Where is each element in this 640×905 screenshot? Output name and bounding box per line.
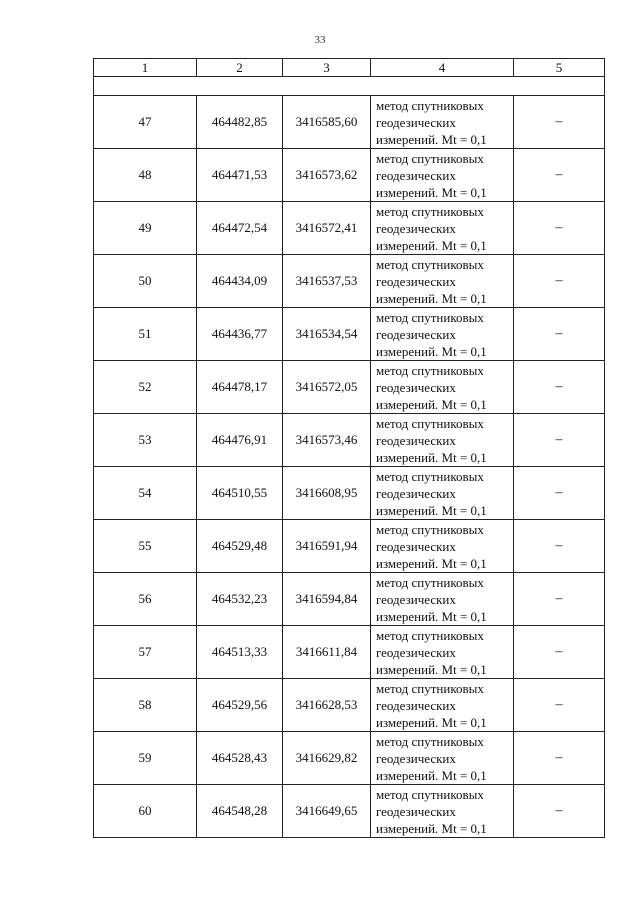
note-cell: – [514, 467, 605, 520]
x-coordinate-cell: 464513,33 [197, 626, 283, 679]
method-line: метод спутниковых [376, 415, 484, 431]
x-coordinate-cell: 464548,28 [197, 785, 283, 838]
x-coordinate-cell: 464478,17 [197, 361, 283, 414]
x-coordinate-cell: 464529,48 [197, 520, 283, 573]
method-line: метод спутниковых [376, 627, 484, 643]
method-line: измерений. Mt = 0,1 [376, 131, 487, 147]
x-coordinate-cell: 464529,56 [197, 679, 283, 732]
method-line: измерений. Mt = 0,1 [376, 290, 487, 306]
y-coordinate-cell: 3416629,82 [283, 732, 371, 785]
point-number-cell: 60 [94, 785, 197, 838]
table-spacer-row [94, 77, 605, 96]
table-row [94, 255, 605, 308]
y-coordinate-cell: 3416594,84 [283, 573, 371, 626]
method-cell [371, 732, 514, 785]
table-row [94, 679, 605, 732]
method-line: измерений. Mt = 0,1 [376, 661, 487, 677]
method-cell [371, 626, 514, 679]
note-cell: – [514, 573, 605, 626]
table-row [94, 308, 605, 361]
y-coordinate-cell: 3416591,94 [283, 520, 371, 573]
note-cell: – [514, 96, 605, 149]
point-number-cell: 59 [94, 732, 197, 785]
point-number-cell: 58 [94, 679, 197, 732]
method-line: геодезических [376, 167, 456, 183]
method-cell [371, 149, 514, 202]
point-number-cell: 52 [94, 361, 197, 414]
y-coordinate-cell: 3416572,41 [283, 202, 371, 255]
method-line: измерений. Mt = 0,1 [376, 449, 487, 465]
point-number-cell: 49 [94, 202, 197, 255]
method-line: геодезических [376, 114, 456, 130]
method-line: метод спутниковых [376, 150, 484, 166]
method-cell [371, 785, 514, 838]
page-number: 33 [314, 34, 326, 46]
table-body [94, 77, 605, 838]
method-cell [371, 308, 514, 361]
method-line: измерений. Mt = 0,1 [376, 184, 487, 200]
x-coordinate-cell: 464471,53 [197, 149, 283, 202]
table-row [94, 414, 605, 467]
method-line: метод спутниковых [376, 362, 484, 378]
table-row [94, 96, 605, 149]
spacer-cell [94, 77, 605, 96]
method-cell [371, 414, 514, 467]
method-cell [371, 573, 514, 626]
method-line: геодезических [376, 697, 456, 713]
note-cell: – [514, 308, 605, 361]
table-row [94, 732, 605, 785]
header-col-1: 1 [94, 59, 197, 77]
y-coordinate-cell: 3416611,84 [283, 626, 371, 679]
y-coordinate-cell: 3416628,53 [283, 679, 371, 732]
method-line: измерений. Mt = 0,1 [376, 396, 487, 412]
note-cell: – [514, 732, 605, 785]
x-coordinate-cell: 464434,09 [197, 255, 283, 308]
point-number-cell: 55 [94, 520, 197, 573]
header-col-2: 2 [197, 59, 283, 77]
method-line: геодезических [376, 750, 456, 766]
method-cell [371, 255, 514, 308]
y-coordinate-cell: 3416573,46 [283, 414, 371, 467]
method-cell [371, 679, 514, 732]
table-row [94, 573, 605, 626]
header-col-5: 5 [514, 59, 605, 77]
x-coordinate-cell: 464472,54 [197, 202, 283, 255]
header-col-3: 3 [283, 59, 371, 77]
method-line: геодезических [376, 379, 456, 395]
x-coordinate-cell: 464436,77 [197, 308, 283, 361]
point-number-cell: 56 [94, 573, 197, 626]
table-header-row [94, 59, 605, 77]
method-line: геодезических [376, 220, 456, 236]
note-cell: – [514, 255, 605, 308]
y-coordinate-cell: 3416649,65 [283, 785, 371, 838]
y-coordinate-cell: 3416534,54 [283, 308, 371, 361]
table-row [94, 361, 605, 414]
method-line: геодезических [376, 803, 456, 819]
point-number-cell: 47 [94, 96, 197, 149]
method-line: метод спутниковых [376, 256, 484, 272]
method-line: метод спутниковых [376, 786, 484, 802]
method-line: измерений. Mt = 0,1 [376, 555, 487, 571]
method-line: метод спутниковых [376, 733, 484, 749]
table-row [94, 467, 605, 520]
point-number-cell: 57 [94, 626, 197, 679]
y-coordinate-cell: 3416608,95 [283, 467, 371, 520]
method-line: метод спутниковых [376, 680, 484, 696]
y-coordinate-cell: 3416585,60 [283, 96, 371, 149]
method-cell [371, 467, 514, 520]
note-cell: – [514, 520, 605, 573]
point-number-cell: 50 [94, 255, 197, 308]
method-line: измерений. Mt = 0,1 [376, 767, 487, 783]
note-cell: – [514, 149, 605, 202]
y-coordinate-cell: 3416572,05 [283, 361, 371, 414]
method-line: геодезических [376, 538, 456, 554]
table-row [94, 149, 605, 202]
method-line: метод спутниковых [376, 309, 484, 325]
method-line: измерений. Mt = 0,1 [376, 502, 487, 518]
point-number-cell: 53 [94, 414, 197, 467]
note-cell: – [514, 626, 605, 679]
method-line: измерений. Mt = 0,1 [376, 608, 487, 624]
method-cell [371, 520, 514, 573]
y-coordinate-cell: 3416573,62 [283, 149, 371, 202]
table-row [94, 202, 605, 255]
x-coordinate-cell: 464532,23 [197, 573, 283, 626]
method-line: геодезических [376, 644, 456, 660]
header-col-4: 4 [371, 59, 514, 77]
method-line: метод спутниковых [376, 521, 484, 537]
point-number-cell: 51 [94, 308, 197, 361]
method-line: геодезических [376, 432, 456, 448]
method-cell [371, 96, 514, 149]
note-cell: – [514, 785, 605, 838]
method-line: метод спутниковых [376, 97, 484, 113]
note-cell: – [514, 679, 605, 732]
note-cell: – [514, 414, 605, 467]
x-coordinate-cell: 464482,85 [197, 96, 283, 149]
method-line: геодезических [376, 591, 456, 607]
note-cell: – [514, 361, 605, 414]
method-line: измерений. Mt = 0,1 [376, 237, 487, 253]
method-line: измерений. Mt = 0,1 [376, 343, 487, 359]
method-line: измерений. Mt = 0,1 [376, 714, 487, 730]
point-number-cell: 48 [94, 149, 197, 202]
point-number-cell: 54 [94, 467, 197, 520]
table-row [94, 520, 605, 573]
x-coordinate-cell: 464476,91 [197, 414, 283, 467]
method-cell [371, 202, 514, 255]
coordinates-table [93, 58, 605, 838]
table-row [94, 626, 605, 679]
method-line: геодезических [376, 485, 456, 501]
method-line: геодезических [376, 273, 456, 289]
method-line: измерений. Mt = 0,1 [376, 820, 487, 836]
method-line: геодезических [376, 326, 456, 342]
table-row [94, 785, 605, 838]
note-cell: – [514, 202, 605, 255]
y-coordinate-cell: 3416537,53 [283, 255, 371, 308]
method-line: метод спутниковых [376, 468, 484, 484]
method-line: метод спутниковых [376, 574, 484, 590]
method-cell [371, 361, 514, 414]
method-line: метод спутниковых [376, 203, 484, 219]
x-coordinate-cell: 464510,55 [197, 467, 283, 520]
x-coordinate-cell: 464528,43 [197, 732, 283, 785]
